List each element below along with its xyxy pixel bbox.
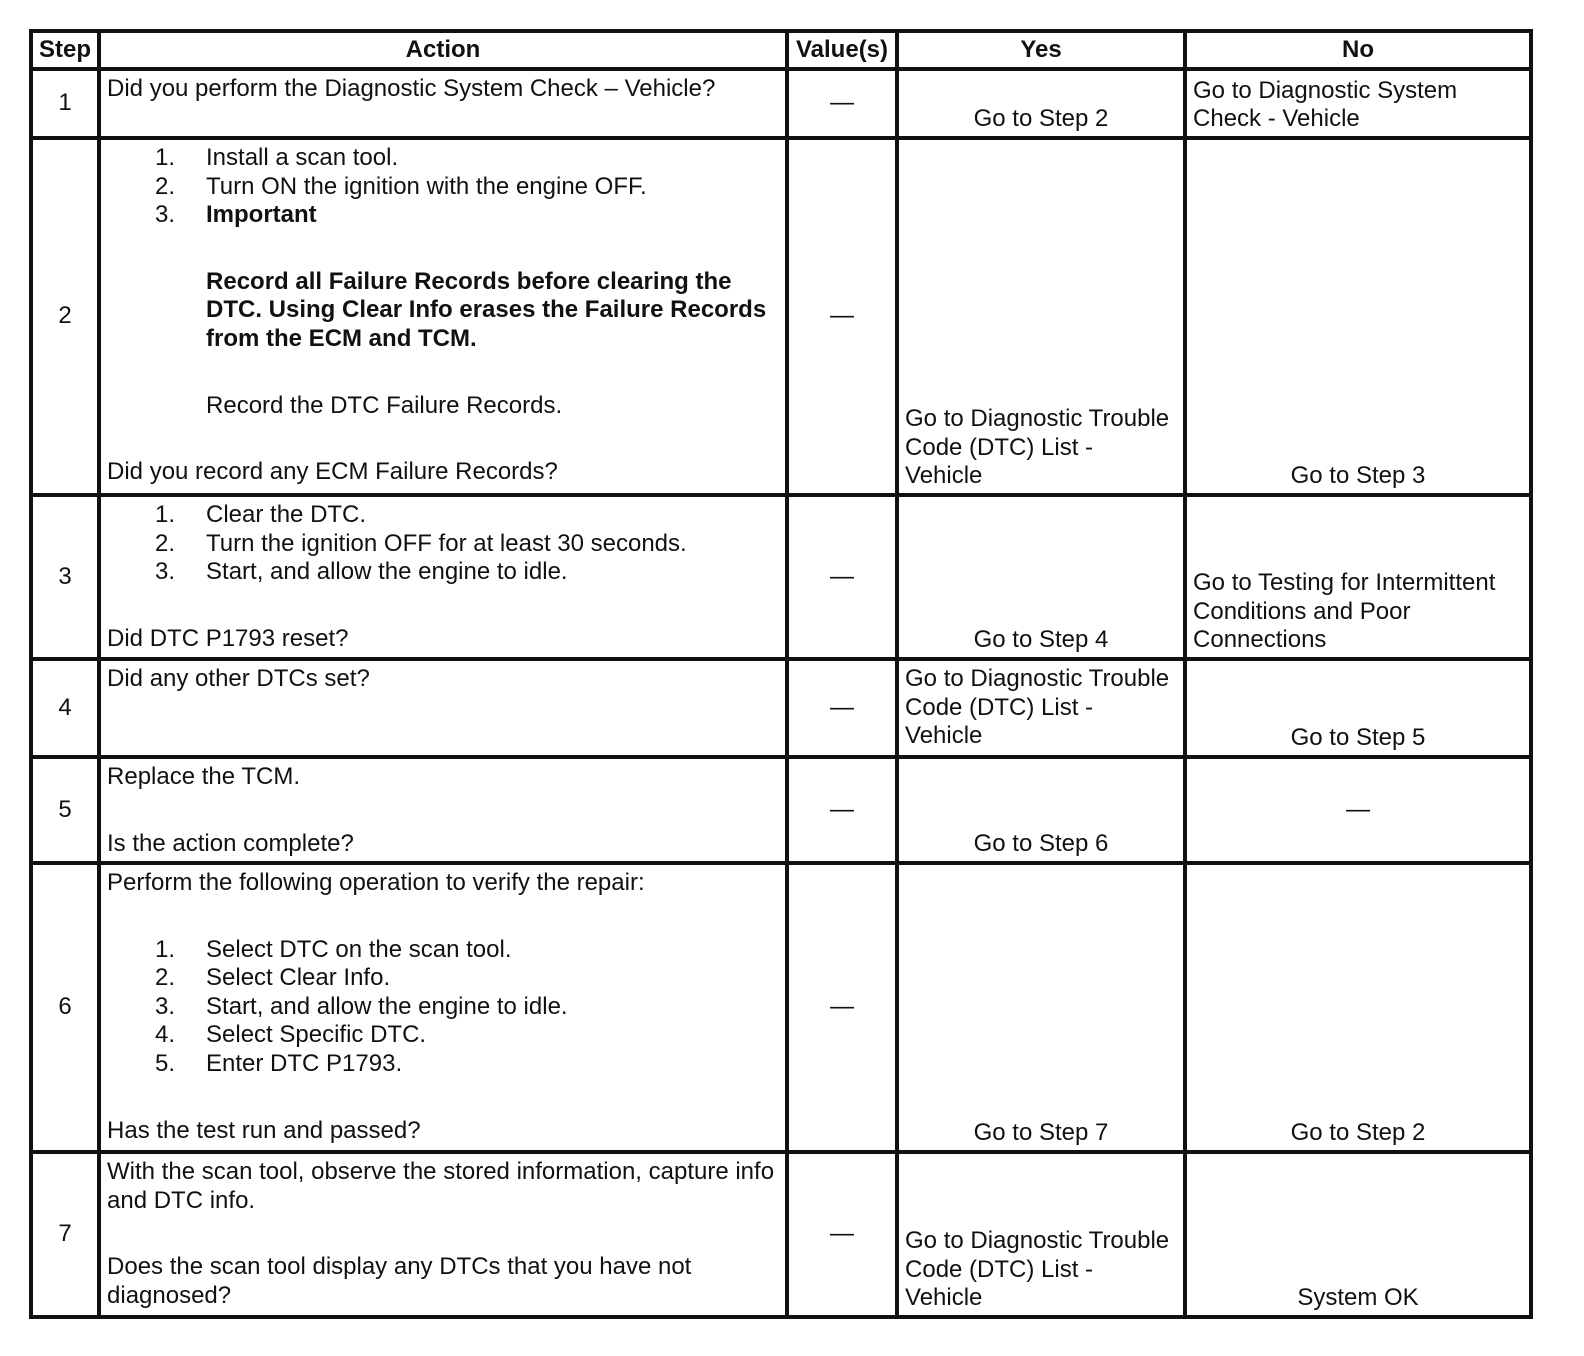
list-number: 2. (155, 964, 176, 992)
action-intro: Perform the following operation to verify the repair: (107, 869, 645, 896)
action-question: Did any other DTCs set? (107, 665, 370, 692)
value-cell: — (787, 757, 897, 863)
list-item (107, 993, 779, 1022)
table-row (31, 1152, 1531, 1317)
action-question: Is the action complete? (107, 829, 354, 857)
list-number: 2. (155, 529, 176, 557)
action-question: Does the scan tool display any DTCs that you have not diagnosed? (107, 1253, 692, 1309)
step-number: 6 (31, 863, 99, 1152)
action-question: Did you record any ECM Failure Records? (107, 458, 558, 486)
list-item (107, 173, 779, 202)
no-cell: — (1185, 757, 1531, 863)
step-number: 7 (31, 1152, 99, 1317)
step-number: 1 (31, 69, 99, 138)
list-item-text: Select Specific DTC. (206, 1021, 427, 1049)
yes-cell: Go to Diagnostic Trouble Code (DTC) List - Vehicle (897, 659, 1185, 757)
value-cell: — (787, 138, 897, 495)
list-item-text: Start, and allow the engine to idle. (206, 558, 568, 586)
list-item (107, 558, 779, 587)
action-question: Did DTC P1793 reset? (107, 624, 349, 652)
value-cell: — (787, 1152, 897, 1317)
list-item (107, 936, 779, 965)
yes-cell: Go to Diagnostic Trouble Code (DTC) List - Vehicle (897, 1152, 1185, 1317)
no-cell: Go to Step 5 (1185, 659, 1531, 757)
action-cell (99, 1152, 787, 1317)
value-cell: — (787, 659, 897, 757)
table-row (31, 138, 1531, 495)
yes-cell: Go to Step 6 (897, 757, 1185, 863)
list-item-text: Clear the DTC. (206, 501, 367, 528)
list-item-text: Enter DTC P1793. (206, 1049, 403, 1077)
list-item (107, 501, 779, 530)
list-item (107, 1050, 779, 1079)
yes-cell: Go to Diagnostic Trouble Code (DTC) List - Vehicle (897, 138, 1185, 495)
list-item-text: Select Clear Info. (206, 964, 391, 992)
no-cell: System OK (1185, 1152, 1531, 1317)
table-row (31, 495, 1531, 659)
list-number: 2. (155, 172, 176, 200)
header-yes: Yes (897, 31, 1185, 69)
header-no: No (1185, 31, 1531, 69)
list-number: 4. (155, 1021, 176, 1049)
header-values: Value(s) (787, 31, 897, 69)
numbered-list (107, 144, 779, 230)
list-item-text: Turn ON the ignition with the engine OFF. (206, 172, 647, 200)
numbered-list (107, 936, 779, 1079)
list-number: 5. (155, 1049, 176, 1077)
action-cell (99, 757, 787, 863)
important-heading: Important (206, 201, 317, 229)
action-cell (99, 138, 787, 495)
numbered-list (107, 501, 779, 587)
yes-cell: Go to Step 2 (897, 69, 1185, 138)
list-number: 3. (155, 992, 176, 1020)
list-item (107, 530, 779, 559)
list-item-text: Start, and allow the engine to idle. (206, 992, 568, 1020)
table-row (31, 863, 1531, 1152)
action-cell (99, 69, 787, 138)
list-number: 1. (155, 144, 176, 171)
step-number: 5 (31, 757, 99, 863)
list-item-text: Select DTC on the scan tool. (206, 935, 512, 963)
value-cell: — (787, 495, 897, 659)
list-number: 1. (155, 935, 176, 963)
step-number: 3 (31, 495, 99, 659)
list-item (107, 964, 779, 993)
list-number: 3. (155, 201, 176, 229)
yes-cell: Go to Step 4 (897, 495, 1185, 659)
sub-text: Record the DTC Failure Records. (206, 391, 563, 419)
action-instruction: Replace the TCM. (107, 763, 300, 790)
list-item-text: Turn the ignition OFF for at least 30 seconds. (206, 529, 687, 557)
table-row (31, 659, 1531, 757)
action-cell (99, 863, 787, 1152)
value-cell: — (787, 69, 897, 138)
step-number: 2 (31, 138, 99, 495)
header-step: Step (31, 31, 99, 69)
table-row (31, 757, 1531, 863)
header-row (31, 31, 1531, 69)
yes-cell: Go to Step 7 (897, 863, 1185, 1152)
table-row (31, 69, 1531, 138)
no-cell: Go to Step 2 (1185, 863, 1531, 1152)
list-number: 3. (155, 558, 176, 586)
no-cell: Go to Step 3 (1185, 138, 1531, 495)
no-cell: Go to Testing for Intermittent Conditions and Poor Connections (1185, 495, 1531, 659)
action-instruction: With the scan tool, observe the stored information, capture info and DTC info. (107, 1158, 775, 1214)
action-cell (99, 659, 787, 757)
action-cell (99, 495, 787, 659)
list-item (107, 1021, 779, 1050)
action-question: Has the test run and passed? (107, 1116, 421, 1144)
action-question: Did you perform the Diagnostic System Check – Vehicle? (107, 75, 716, 102)
step-number: 4 (31, 659, 99, 757)
list-number: 1. (155, 501, 176, 528)
value-cell: — (787, 863, 897, 1152)
list-item-text: Install a scan tool. (206, 144, 399, 171)
list-item (107, 144, 779, 173)
important-text: Record all Failure Records before clearing the DTC. Using Clear Info erases the Failure Records from the ECM and TCM. (206, 267, 767, 352)
header-action: Action (99, 31, 787, 69)
no-cell: Go to Diagnostic System Check - Vehicle (1185, 69, 1531, 138)
list-item (107, 201, 779, 230)
diagnostic-table (29, 29, 1533, 1319)
